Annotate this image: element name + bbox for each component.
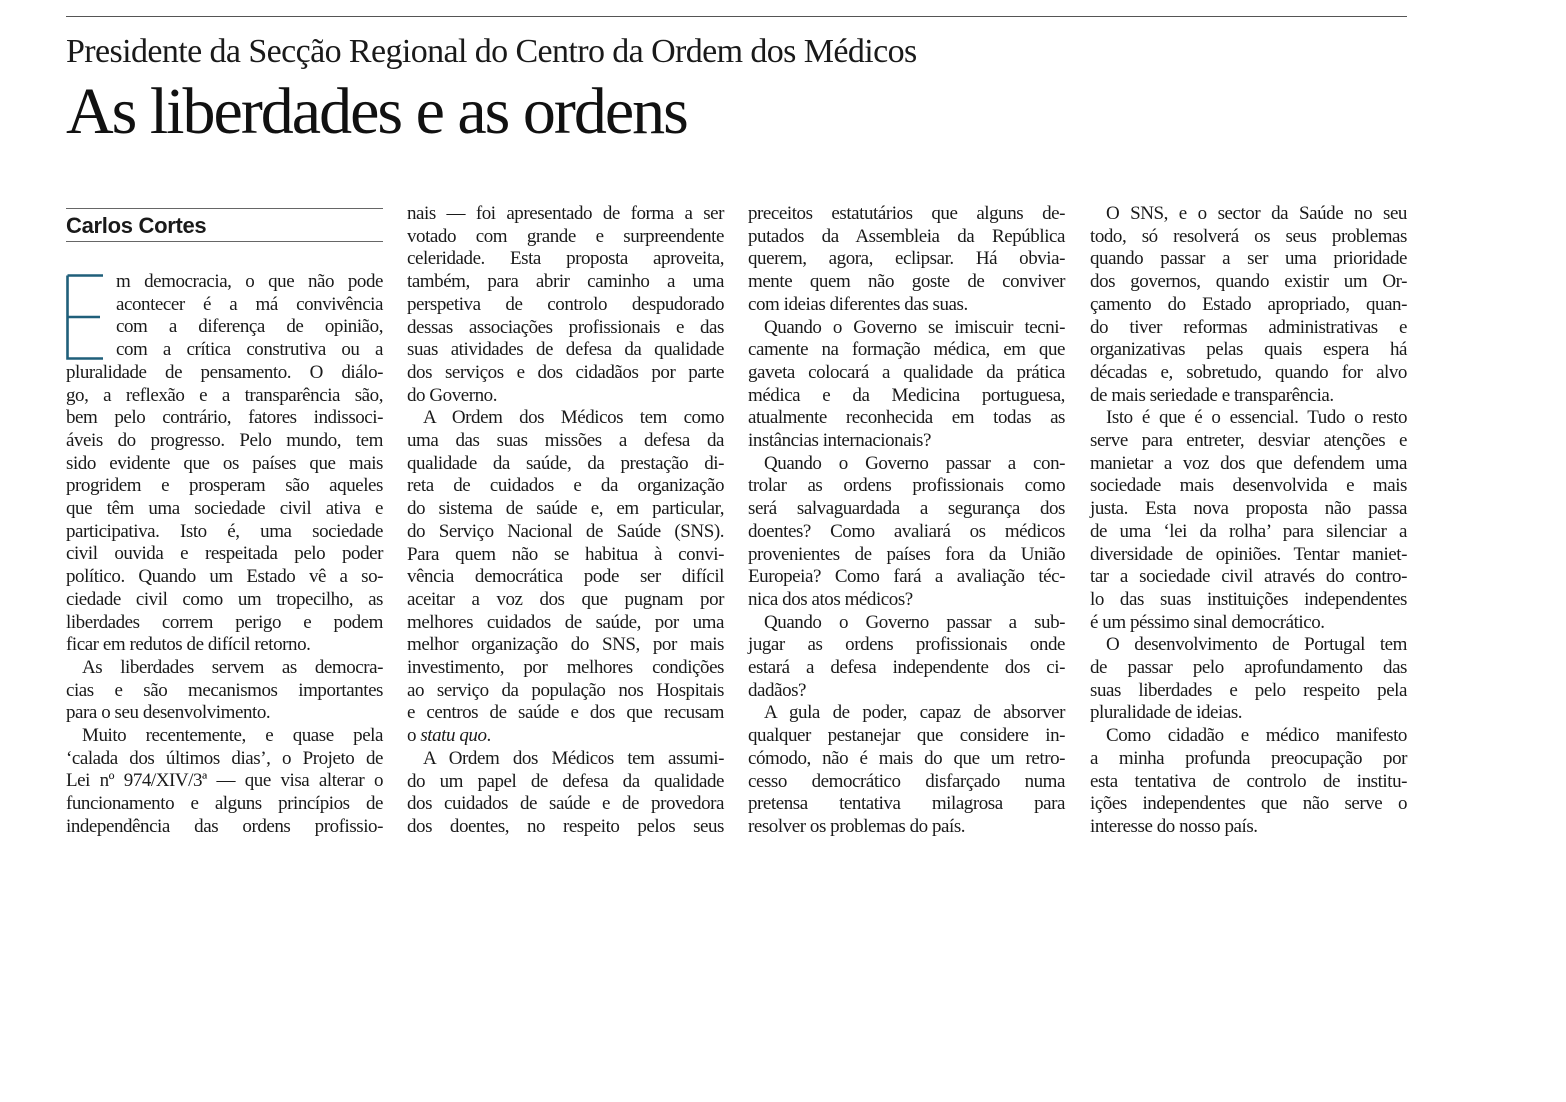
text-line: Quando o Governo se imiscuir tecni-: [764, 316, 1065, 338]
top-rule: [66, 16, 1407, 17]
text-line: a minha profunda preocupação por: [1090, 747, 1407, 769]
text-line: pretensa tentativa milagrosa para: [748, 793, 1065, 815]
text-line: mente quem não goste de conviver: [748, 271, 1065, 293]
paragraph: [407, 407, 724, 748]
text-line: com ideias diferentes das suas.: [748, 293, 968, 315]
paragraph: [407, 748, 724, 839]
text-line: lo das suas instituições independentes: [1090, 588, 1407, 610]
text-line: reta de cuidados e da organização: [407, 475, 724, 497]
text-line: querem, agora, eclipsar. Há obvia-: [748, 248, 1065, 270]
text-column-2: [407, 203, 724, 839]
text-line: do Governo.: [407, 384, 498, 406]
drop-cap: [66, 274, 104, 360]
text-line: manietar a voz dos que defendem uma: [1090, 452, 1407, 474]
text-line: pluralidade de ideias.: [1090, 702, 1243, 724]
text-line: com a diferença de opinião,: [116, 316, 383, 338]
text-line: independência das ordens profissio-: [66, 815, 383, 837]
article-kicker: Presidente da Secção Regional do Centro da Ordem dos Médicos: [66, 33, 917, 70]
paragraph: [748, 317, 1065, 453]
paragraph: [748, 453, 1065, 612]
text-line: diversidade de opiniões. Tentar maniet-: [1090, 543, 1407, 565]
text-line: Isto é que é o essencial. Tudo o resto: [1106, 407, 1407, 429]
text-line: dos governos, quando existir um Or-: [1090, 271, 1407, 293]
paragraph: [66, 725, 383, 839]
text-line: A Ordem dos Médicos tem assumi-: [423, 747, 724, 769]
text-line: liberdades correm perigo e podem: [66, 611, 383, 633]
text-line: participativa. Isto é, uma sociedade: [66, 520, 383, 542]
text-line: do Serviço Nacional de Saúde (SNS).: [407, 520, 724, 542]
text-line: m democracia, o que não pode: [116, 271, 383, 292]
text-line: suas atividades de defesa da qualidade: [407, 339, 724, 361]
text-line: votado com grande e surpreendente: [407, 225, 724, 247]
text-line: dos cuidados de saúde e de provedora: [407, 793, 724, 815]
text-line: de mais seriedade e transparência.: [1090, 384, 1334, 406]
text-line: doentes? Como avaliará os médicos: [748, 520, 1065, 542]
text-line: putados da Assembleia da República: [748, 225, 1065, 247]
text-line: pluralidade de pensamento. O diálo-: [66, 361, 383, 383]
text-line: do tiver reformas administrativas e: [1090, 316, 1407, 338]
text-line: çamento do Estado apropriado, quan-: [1090, 293, 1407, 315]
text-line: go, a reflexão e a transparência são,: [66, 384, 383, 406]
paragraph: [1090, 725, 1407, 839]
text-line: estará a defesa independente dos ci-: [748, 657, 1065, 679]
paragraph: [748, 702, 1065, 838]
author-byline: Carlos Cortes: [66, 213, 207, 238]
text-line: cias e são mecanismos importantes: [66, 679, 383, 701]
italic-phrase: statu quo: [420, 725, 487, 747]
text-line: funcionamento e alguns princípios de: [66, 793, 383, 815]
text-line: ‘calada dos últimos dias’, o Projeto de: [66, 747, 383, 769]
text-line: civil ouvida e respeitada pelo poder: [66, 543, 383, 565]
byline-rule-bottom: [66, 241, 383, 242]
drop-cap-stroke: [68, 276, 104, 359]
text-line: todo, só resolverá os seus problemas: [1090, 225, 1407, 247]
text-line: sido evidente que os países que mais: [66, 452, 383, 474]
text-line: provenientes de países fora da União: [748, 543, 1065, 565]
text-line: dadãos?: [748, 679, 807, 701]
text-line: também, para abrir caminho a uma: [407, 271, 724, 293]
text-line: ao serviço da população nos Hospitais: [407, 679, 724, 701]
text-line: celeridade. Esta proposta aproveita,: [407, 248, 724, 270]
paragraph: [66, 271, 383, 657]
text-line: O desenvolvimento de Portugal tem: [1106, 634, 1407, 656]
text-line: melhor organização do SNS, por mais: [407, 634, 724, 656]
text-line: organizativas pelas quais espera há: [1090, 339, 1407, 361]
article-headline: As liberdades e as ordens: [66, 75, 687, 148]
text-line: A Ordem dos Médicos tem como: [423, 407, 724, 429]
text-line: aceitar a voz dos que pugnam por: [407, 588, 724, 610]
text-line: gaveta colocará a qualidade da prática: [748, 361, 1065, 383]
text-line: camente na formação médica, em que: [748, 339, 1065, 361]
text-line: preceitos estatutários que alguns de-: [748, 203, 1065, 224]
paragraph: [1090, 634, 1407, 725]
text-line: Europeia? Como fará a avaliação téc-: [748, 566, 1065, 588]
text-line: instâncias internacionais?: [748, 430, 931, 452]
text-line: resolver os problemas do país.: [748, 815, 966, 837]
text-line: será salvaguardada a segurança dos: [748, 498, 1065, 520]
text-line: Para quem não se habitua à convi-: [407, 543, 724, 565]
byline-rule-top: [66, 208, 383, 209]
text-line: [407, 725, 724, 748]
text-line: que têm uma sociedade civil ativa e: [66, 498, 383, 520]
text-line: interesse do nosso país.: [1090, 815, 1258, 837]
text-line: dos doentes, no respeito pelos seus: [407, 815, 724, 837]
paragraph: [748, 203, 1065, 317]
text-line: qualquer pestanejar que considere in-: [748, 725, 1065, 747]
text-fragment: .: [486, 725, 491, 747]
text-line: para o seu desenvolvimento.: [66, 702, 271, 724]
text-line: suas liberdades e pelo respeito pela: [1090, 679, 1407, 701]
paragraph: [1090, 203, 1407, 407]
drop-cap-e-glyph: [66, 274, 104, 360]
text-line: cesso democrático disfarçado numa: [748, 770, 1065, 792]
text-line: décadas e, sobretudo, quando for alvo: [1090, 361, 1407, 383]
text-line: dos serviços e dos cidadãos por parte: [407, 361, 724, 383]
text-line: jugar as ordens profissionais onde: [748, 634, 1065, 656]
text-line: justa. Esta nova proposta não passa: [1090, 498, 1407, 520]
text-line: nica dos atos médicos?: [748, 588, 913, 610]
text-line: com a crítica construtiva ou a: [116, 339, 383, 361]
text-line: de passar pelo aprofundamento das: [1090, 657, 1407, 679]
text-line: Quando o Governo passar a con-: [764, 452, 1065, 474]
text-line: esta tentativa de controlo de institu-: [1090, 770, 1407, 792]
text-line: Quando o Governo passar a sub-: [764, 611, 1065, 633]
text-line: acontecer é a má convivência: [116, 293, 383, 315]
text-line: nais — foi apresentado de forma a ser: [407, 203, 724, 224]
text-line: político. Quando um Estado vê a so-: [66, 566, 383, 588]
text-line: ficar em redutos de difícil retorno.: [66, 634, 311, 656]
text-line: áveis do progresso. Pelo mundo, tem: [66, 429, 383, 451]
text-line: O SNS, e o sector da Saúde no seu: [1106, 203, 1407, 224]
text-fragment: o: [407, 725, 421, 747]
text-line: serve para entreter, desviar atenções e: [1090, 430, 1407, 452]
text-line: sociedade mais desenvolvida e mais: [1090, 475, 1407, 497]
text-column-3: [748, 203, 1065, 839]
text-line: perspetiva de controlo despudorado: [407, 293, 724, 315]
text-line: progridem e prosperam são aqueles: [66, 475, 383, 497]
text-line: tar a sociedade civil através do contro-: [1090, 566, 1407, 588]
paragraph: [1090, 407, 1407, 634]
text-line: dessas associações profissionais e das: [407, 316, 724, 338]
text-line: bem pelo contrário, fatores indissoci-: [66, 407, 383, 429]
text-line: uma das suas missões a defesa da: [407, 430, 724, 452]
text-line: qualidade da saúde, da prestação di-: [407, 452, 724, 474]
text-column-1: [66, 271, 383, 839]
text-line: Como cidadão e médico manifesto: [1106, 725, 1407, 747]
text-line: ciedade civil como um tropecilho, as: [66, 588, 383, 610]
text-line: cómodo, não é mais do que um retro-: [748, 747, 1065, 769]
text-line: é um péssimo sinal democrático.: [1090, 611, 1325, 633]
text-line: ições independentes que não serve o: [1090, 793, 1407, 815]
text-line: investimento, por melhores condições: [407, 657, 724, 679]
text-line: Lei nº 974/XIV/3ª — que visa alterar o: [66, 770, 383, 792]
text-line: Muito recentemente, e quase pela: [82, 725, 383, 747]
text-line: médica e da Medicina portuguesa,: [748, 384, 1065, 406]
text-line: trolar as ordens profissionais como: [748, 475, 1065, 497]
text-line: As liberdades servem as democra-: [82, 656, 383, 678]
paragraph: [66, 657, 383, 725]
text-line: melhores cuidados de saúde, por uma: [407, 611, 724, 633]
text-line: e centros de saúde e dos que recusam: [407, 702, 724, 724]
paragraph: [748, 612, 1065, 703]
text-column-4: [1090, 203, 1407, 839]
text-line: de uma ‘lei da rolha’ para silenciar a: [1090, 520, 1407, 542]
text-line: do sistema de saúde e, em particular,: [407, 498, 724, 520]
text-line: A gula de poder, capaz de absorver: [764, 702, 1065, 724]
text-line: vência democrática pode ser difícil: [407, 566, 724, 588]
text-line: do um papel de defesa da qualidade: [407, 770, 724, 792]
paragraph: [407, 203, 724, 407]
text-line: quando passar a ser uma prioridade: [1090, 248, 1407, 270]
text-line: atualmente reconhecida em todas as: [748, 407, 1065, 429]
